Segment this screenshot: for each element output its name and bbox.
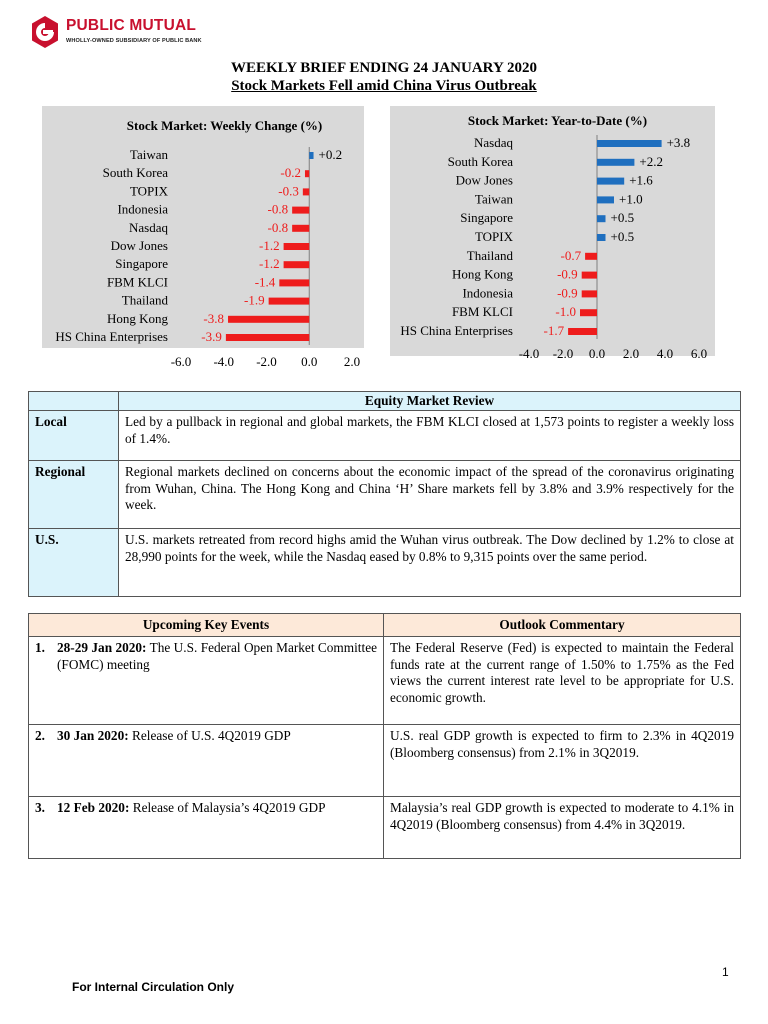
category-label: South Korea — [447, 153, 513, 169]
bar — [582, 272, 597, 279]
category-label: TOPIX — [474, 229, 513, 244]
data-label: -1.2 — [259, 238, 280, 253]
event-date: 30 Jan 2020: — [57, 728, 129, 743]
category-label: Singapore — [115, 256, 168, 272]
category-label: Thailand — [121, 292, 168, 308]
category-label: Nasdaq — [129, 219, 168, 235]
category-label: Dow Jones — [455, 172, 513, 188]
weekly-change-chart-title: Stock Market: Weekly Change (%) — [126, 118, 323, 133]
outlook-header: Outlook Commentary — [384, 614, 741, 637]
upcoming-events-table — [28, 613, 741, 859]
category-label: Hong Kong — [106, 310, 168, 326]
bar — [597, 196, 614, 203]
data-label: +0.5 — [610, 210, 635, 226]
data-label: -1.2 — [259, 256, 280, 272]
event-row — [29, 725, 384, 797]
tick-label: 6.0 — [690, 346, 708, 361]
bar — [597, 140, 662, 147]
category-label: Thailand — [466, 247, 513, 263]
category-label: FBM KLCI — [451, 304, 513, 320]
ytd-chart — [0, 0, 768, 380]
page-title: WEEKLY BRIEF ENDING 24 JANUARY 2020 — [230, 60, 538, 76]
tick-label: -2.0 — [552, 346, 574, 361]
data-label: -0.2 — [280, 165, 301, 181]
data-label: -0.7 — [560, 247, 582, 263]
category-label: Singapore — [460, 210, 513, 226]
category-label: FBM KLCI — [106, 274, 168, 290]
event-date: 12 Feb 2020: — [57, 800, 130, 815]
tick-label: 2.0 — [622, 346, 640, 361]
review-text-local: Led by a pullback in regional and global markets, the FBM KLCI closed at 1,573 points to register a weekly loss of 1.4%. — [119, 411, 741, 461]
category-label: TOPIX — [129, 183, 168, 199]
category-label: Taiwan — [129, 147, 168, 162]
event-date: 28-29 Jan 2020: — [57, 640, 147, 655]
brand-tagline: WHOLLY-OWNED SUBSIDIARY OF PUBLIC BANK — [66, 38, 202, 44]
data-label: +1.0 — [619, 191, 643, 207]
bar — [582, 290, 597, 297]
bar — [585, 253, 597, 260]
event-number: 2. — [35, 728, 45, 743]
data-label: -3.8 — [203, 310, 225, 326]
data-label: -0.3 — [278, 183, 299, 199]
data-label: -1.9 — [244, 292, 265, 308]
event-number: 1. — [35, 640, 45, 655]
data-label: +0.2 — [318, 147, 343, 162]
bar — [597, 234, 606, 241]
category-label: HS China Enterprises — [55, 329, 168, 344]
review-label-local: Local — [29, 411, 119, 461]
tick-label: -2.0 — [256, 354, 277, 369]
category-label: Nasdaq — [474, 135, 513, 150]
event-description: Release of U.S. 4Q2019 GDP — [128, 728, 291, 743]
data-label: -0.8 — [267, 219, 289, 235]
footer-note: For Internal Circulation Only — [72, 980, 235, 994]
data-label: +3.8 — [666, 135, 691, 150]
review-label-us: U.S. — [29, 529, 119, 597]
tick-label: 2.0 — [343, 354, 361, 369]
outlook-commentary: Malaysia’s real GDP growth is expected to moderate to 4.1% in 4Q2019 (Bloomberg consensus) from 4.4% in 3Q2019. — [384, 797, 741, 859]
tick-label: -4.0 — [518, 346, 540, 361]
category-label: Indonesia — [462, 285, 513, 301]
bar — [580, 309, 597, 316]
event-row — [29, 797, 384, 859]
tick-label: -4.0 — [213, 354, 235, 369]
tick-label: 4.0 — [656, 346, 674, 361]
event-number: 3. — [35, 800, 45, 815]
category-label: Taiwan — [474, 191, 513, 207]
bar — [597, 215, 606, 222]
equity-review-table — [28, 391, 741, 597]
category-label: HS China Enterprises — [400, 323, 513, 338]
category-label: Hong Kong — [451, 266, 513, 282]
bar — [568, 328, 597, 335]
tick-label: 0.0 — [301, 354, 318, 369]
page-number: 1 — [722, 965, 729, 979]
event-description: The U.S. Federal Open Market Committee (FOMC) meeting — [57, 640, 377, 672]
category-label: South Korea — [102, 165, 168, 181]
bar — [597, 178, 624, 185]
data-label: -1.4 — [254, 274, 276, 290]
brand-name: PUBLIC MUTUAL — [66, 17, 197, 34]
category-label: Indonesia — [117, 201, 168, 217]
review-text-regional: Regional markets declined on concerns about the economic impact of the spread of the coronavirus originating from Wuhan, China. The Hong Kong and China ‘H’ Share markets fell by 3.8% and 3.9% respectively for the week. — [119, 461, 741, 529]
bar — [597, 159, 634, 166]
tick-label: -6.0 — [170, 354, 192, 369]
review-label-regional: Regional — [29, 461, 119, 529]
equity-review-header: Equity Market Review — [119, 392, 741, 411]
events-header: Upcoming Key Events — [29, 614, 384, 637]
event-description: Release of Malaysia’s 4Q2019 GDP — [129, 800, 326, 815]
data-label: -1.7 — [543, 323, 565, 338]
data-label: -0.8 — [267, 201, 289, 217]
data-label: -0.9 — [557, 285, 578, 301]
data-label: -1.0 — [555, 304, 576, 320]
event-row — [29, 637, 384, 725]
category-label: Dow Jones — [110, 238, 168, 253]
review-text-us: U.S. markets retreated from record highs amid the Wuhan virus outbreak. The Dow declined by 1.2% to close at 28,990 points for the week, while the Nasdaq eased by 0.8% to 9,315 points over the same period. — [119, 529, 741, 597]
data-label: -3.9 — [201, 329, 222, 344]
page-subtitle: Stock Markets Fell amid China Virus Outbreak — [231, 78, 537, 94]
data-label: +1.6 — [629, 172, 653, 188]
outlook-commentary: The Federal Reserve (Fed) is expected to maintain the Federal funds rate at the current range of 1.50% to 1.75% as the Fed views the current interest rate level to be appropriate for U.S. economic growth. — [384, 637, 741, 725]
data-label: +2.2 — [639, 153, 663, 169]
ytd-chart-title: Stock Market: Year-to-Date (%) — [467, 113, 648, 128]
data-label: +0.5 — [610, 229, 635, 244]
outlook-commentary: U.S. real GDP growth is expected to firm to 2.3% in 4Q2019 (Bloomberg consensus) from 2.1% in 3Q2019. — [384, 725, 741, 797]
data-label: -0.9 — [557, 266, 578, 282]
tick-label: 0.0 — [588, 346, 606, 361]
